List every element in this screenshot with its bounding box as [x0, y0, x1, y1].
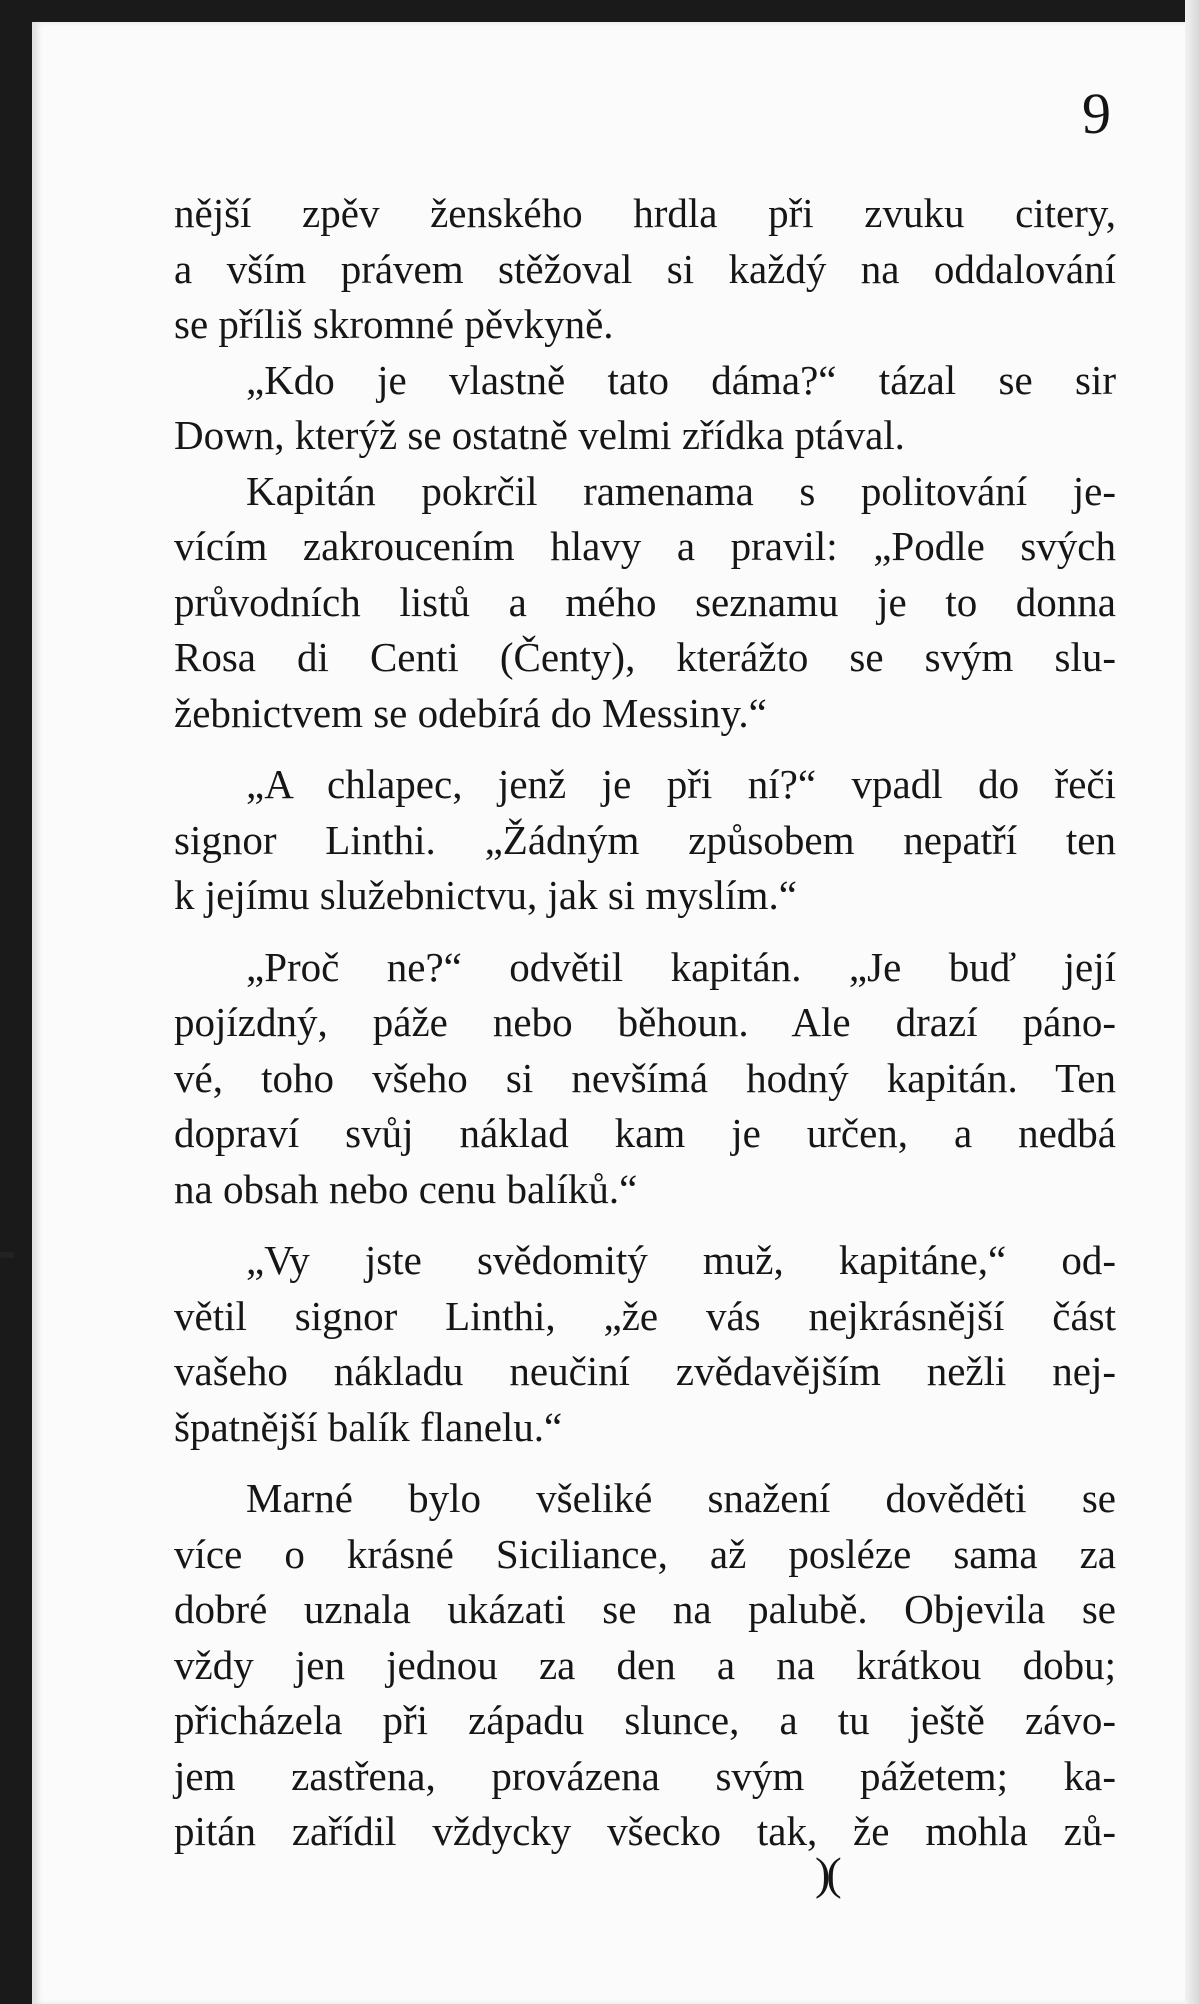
- paragraph: [174, 186, 1116, 353]
- page-number: 9: [1082, 81, 1112, 146]
- paragraph: [174, 1233, 1116, 1455]
- margin-mark: [0, 1252, 14, 1258]
- text-line: vašeho nákladu neučiní zvědavějším nežli nej-: [174, 1348, 1116, 1394]
- paragraph: [174, 1471, 1116, 1860]
- paragraph-gap: [174, 1217, 1116, 1233]
- text-line: signor Linthi. „Žádným způsobem nepatří ten: [174, 816, 1116, 863]
- text-line: pitán zařídil vždycky všecko tak, že mohla zů-: [174, 1808, 1116, 1854]
- text-line: a vším právem stěžoval si každý na oddalování: [174, 245, 1116, 292]
- text-line: vícím zakroucením hlavy a pravil: „Podle svých: [174, 523, 1116, 569]
- signature-mark: )(: [815, 1848, 838, 1899]
- text-line: žebnictvem se odebírá do Messiny.“: [174, 689, 767, 736]
- paragraph-gap: [174, 1455, 1116, 1471]
- text-line: na obsah nebo cenu balíků.“: [174, 1165, 638, 1212]
- text-line: Rosa di Centi (Čenty), kterážto se svým slu-: [174, 634, 1116, 680]
- text-line: „Proč ne?“ odvětil kapitán. „Je buď její: [246, 943, 1116, 990]
- text-line: se příliš skromné pěvkyně.: [174, 301, 614, 347]
- paragraph: [174, 353, 1116, 464]
- paragraph-gap: [174, 924, 1116, 940]
- text-line: Marné bylo všeliké snažení dověděti se: [246, 1475, 1116, 1521]
- text-line: větil signor Linthi, „že vás nejkrásnější část: [174, 1292, 1116, 1339]
- paragraph-gap: [174, 741, 1116, 757]
- text-line: vždy jen jednou za den a na krátkou dobu;: [174, 1641, 1116, 1688]
- paragraph: [174, 940, 1116, 1218]
- text-line: „A chlapec, jenž je při ní?“ vpadl do řeči: [246, 761, 1116, 807]
- paragraph: [174, 757, 1116, 924]
- text-line: pojízdný, páže nebo běhoun. Ale drazí páno-: [174, 999, 1116, 1045]
- page-edge: [1185, 0, 1199, 2004]
- text-line: špatnější balík flanelu.“: [174, 1403, 563, 1450]
- text-line: jem zastřena, provázena svým pážetem; ka-: [174, 1752, 1116, 1799]
- paragraph: [174, 464, 1116, 742]
- text-line: „Kdo je vlastně tato dáma?“ tázal se sir: [246, 356, 1116, 403]
- text-line: Kapitán pokrčil ramenama s politování je-: [246, 467, 1116, 514]
- text-line: k jejímu služebnictvu, jak si myslím.“: [174, 872, 797, 918]
- text-line: přicházela při západu slunce, a tu ještě závo-: [174, 1697, 1116, 1743]
- text-line: Down, kterýž se ostatně velmi zřídka ptával.: [174, 412, 905, 458]
- book-page: [32, 22, 1187, 2004]
- body-text: [174, 186, 1116, 1860]
- text-line: vé, toho všeho si nevšímá hodný kapitán. Ten: [174, 1054, 1116, 1101]
- text-line: dopraví svůj náklad kam je určen, a nedbá: [174, 1110, 1116, 1156]
- text-line: více o krásné Siciliance, až posléze sama za: [174, 1530, 1116, 1577]
- text-line: průvodních listů a mého seznamu je to donna: [174, 578, 1116, 625]
- text-line: „Vy jste svědomitý muž, kapitáne,“ od-: [246, 1237, 1116, 1283]
- text-line: nější zpěv ženského hrdla při zvuku citery,: [174, 190, 1116, 236]
- text-line: dobré uznala ukázati se na palubě. Objevila se: [174, 1586, 1116, 1632]
